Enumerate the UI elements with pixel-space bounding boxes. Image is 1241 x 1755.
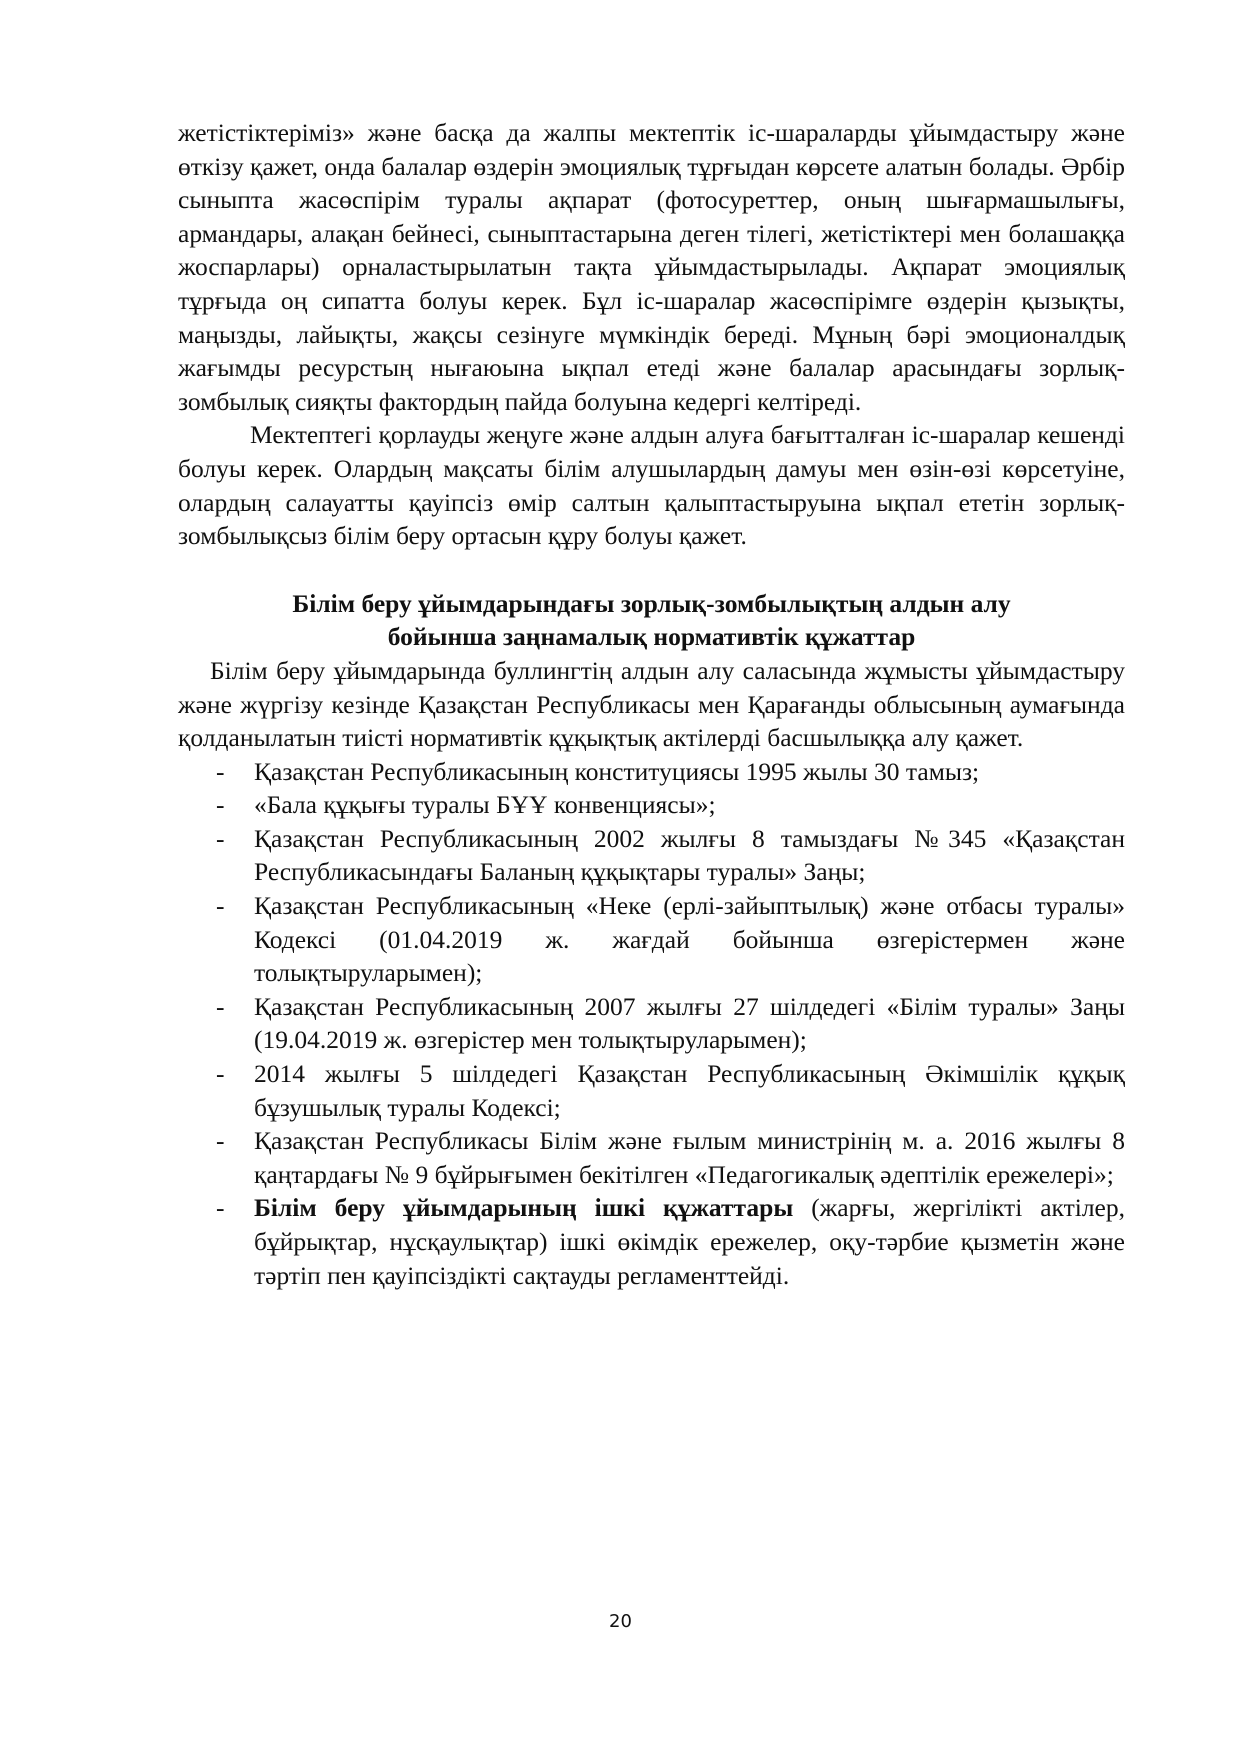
list-dash: - bbox=[216, 790, 225, 820]
list-item bbox=[178, 889, 1125, 990]
list-dash: - bbox=[216, 756, 225, 786]
page-number: 20 bbox=[609, 1611, 632, 1632]
list-item-internal-documents bbox=[178, 1191, 1125, 1292]
list-dash: - bbox=[216, 991, 225, 1021]
document-body bbox=[178, 116, 1125, 1292]
list-item-text: Қазақстан Республикасының 2007 жылғы 27 шілдедегі «Білім туралы» Заңы (19.04.2019 ж. өзгерістер мен толықтыруларымен); bbox=[254, 991, 1125, 1055]
list-item bbox=[178, 755, 1125, 789]
paragraph-measures: Мектептегі қорлауды жеңуге және алдын алуға бағытталған іс-шаралар кешенді болуы керек. Олардың мақсаты білім алушылардың дамуы мен өзін-өзі көрсетуіне, олардың салауатты қауіпсіз өмір салтын қалыптастыруына ықпал ететін зорлық-зомбылықсыз білім беру ортасын құру болуы қажет. bbox=[178, 420, 1125, 551]
paragraph-legal-basis: Білім беру ұйымдарында буллингтің алдын алу саласында жұмысты ұйымдастыру және жүргізу кезінде Қазақстан Республикасы мен Қарағанды облысының аумағында қолданылатын тиісті нормативтік құқықтық актілерді басшылыққа алу қажет. bbox=[178, 655, 1125, 753]
list-item bbox=[178, 822, 1125, 889]
list-item-text: Қазақстан Республикасының «Неке (ерлі-зайыптылық) және отбасы туралы» Кодексі (01.04.2019 ж. жағдай бойынша өзгерістермен және толықтыруларымен); bbox=[254, 891, 1125, 988]
list-dash: - bbox=[216, 891, 225, 921]
list-dash: - bbox=[216, 1059, 225, 1089]
legal-documents-list bbox=[178, 755, 1125, 1293]
list-item bbox=[178, 788, 1125, 822]
section-heading-line-2: бойынша заңнамалық нормативтік құжаттар bbox=[387, 622, 916, 652]
section-heading-line-1: Білім беру ұйымдарындағы зорлық-зомбылықтың алдын алу bbox=[292, 588, 1011, 618]
paragraph-intro: жетістіктеріміз» және басқа да жалпы мектептік іс-шараларды ұйымдастыру және өткізу қажет, онда балалар өздерін эмоциялық тұрғыдан көрсете алатын болады. Әрбір сыныпта жасөспірім туралы ақпарат (фотосуреттер, оның шығармашылығы, армандары, алақан бейнесі, сыныптастарына деген тілегі, жетістіктері мен болашаққа жоспарлары) орналастырылатын тақта ұйымдастырылады. Ақпарат эмоциялық тұрғыда оң сипатта болуы керек. Бұл іс-шаралар жасөспірімге өздерін қызықты, маңызды, лайықты, жақсы сезінуге мүмкіндік береді. Мұның бәрі эмоционалдық жағымды ресурстың нығаюына ықпал етеді және балалар арасындағы зорлық-зомбылық сияқты фактордың пайда болуына кедергі келтіреді. bbox=[178, 118, 1125, 416]
list-item-text: Қазақстан Республикасының 2002 жылғы 8 тамыздағы №345 «Қазақстан Республикасындағы Баланың құқықтары туралы» Заңы; bbox=[254, 823, 1125, 887]
list-item-text: (жарғы, жергілікті актілер, бұйрықтар, нұсқаулықтар) ішкі өкімдік ережелер, оқу-тәрбие қызметін және тәртіп пен қауіпсіздікті сақтауды регламенттейді. bbox=[254, 1193, 1125, 1290]
list-item bbox=[178, 990, 1125, 1057]
list-item-text: Қазақстан Республикасы Білім және ғылым министрінің м. а. 2016 жылғы 8 қаңтардағы № 9 бұйрығымен бекітілген «Педагогикалық әдептілік ережелері»; bbox=[254, 1126, 1125, 1189]
section-heading bbox=[178, 587, 1125, 654]
list-item bbox=[178, 1057, 1125, 1124]
list-dash: - bbox=[216, 823, 225, 853]
list-item-text: 2014 жылғы 5 шілдедегі Қазақстан Республикасының Әкімшілік құқық бұзушылық туралы Кодексі; bbox=[254, 1059, 1125, 1122]
list-item bbox=[178, 1124, 1125, 1191]
list-item-text: Қазақстан Республикасының конституциясы 1995 жылы 30 тамыз; bbox=[254, 756, 980, 786]
list-dash: - bbox=[216, 1126, 225, 1156]
list-item-text: «Бала құқығы туралы БҰҰ конвенциясы»; bbox=[254, 790, 716, 820]
list-item-bold-text: Білім беру ұйымдарының ішкі құжаттары bbox=[254, 1193, 794, 1223]
list-dash: - bbox=[216, 1193, 225, 1223]
